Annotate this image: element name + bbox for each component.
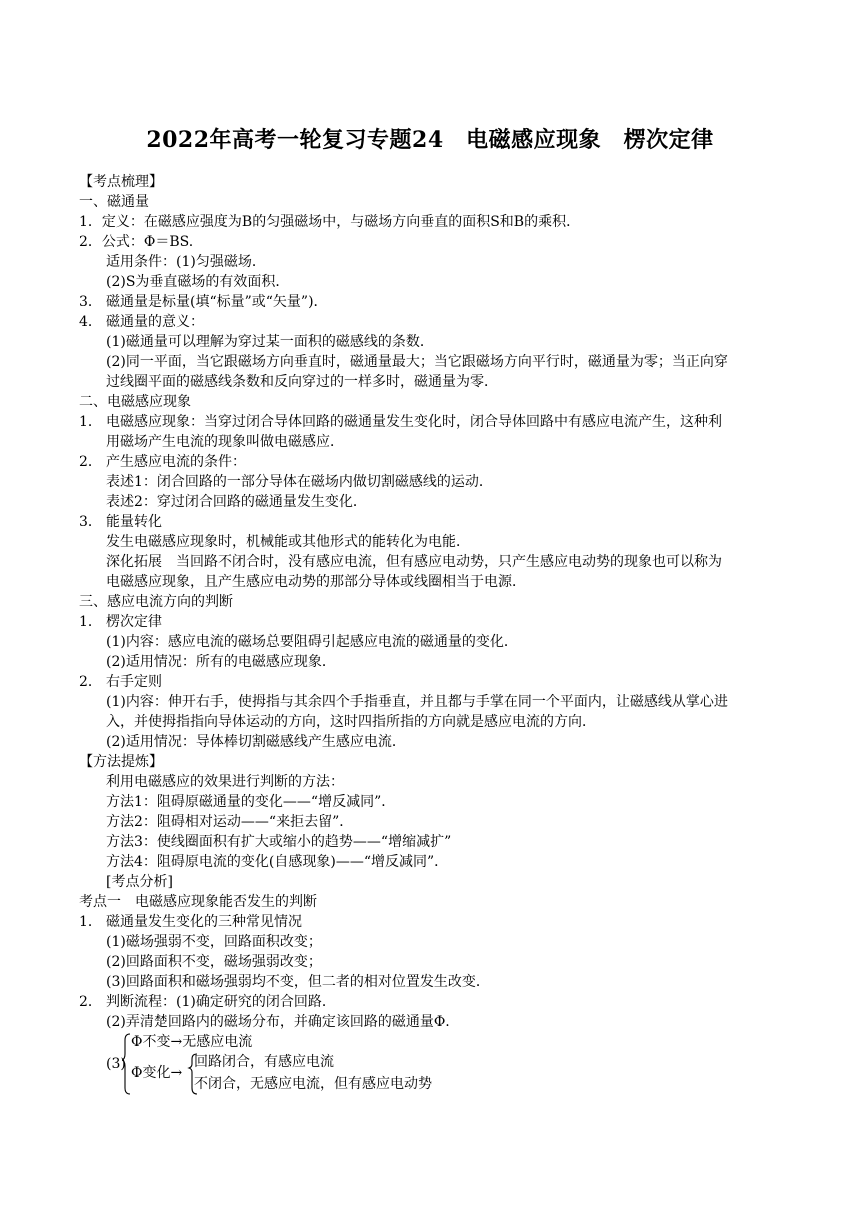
text-line: (3)回路面积和磁场强弱均不变，但二者的相对位置发生改变． bbox=[106, 974, 490, 990]
text-line: 【考点梳理】 bbox=[79, 174, 163, 190]
text-line-part: 深化拓展 当回路不闭合时，没有感应电流，但有感应电动势，只产生感应电动势的现象也可以称为 bbox=[106, 554, 722, 570]
text-line: 适用条件：(1)匀强磁场． bbox=[106, 254, 266, 270]
flow-no-change: Φ不变→无感应电流 bbox=[131, 1034, 253, 1050]
text-line bbox=[79, 672, 784, 692]
text-line bbox=[79, 992, 784, 1012]
text-line-continuation: 过线圈平面的磁感线条数和反向穿过的一样多时，磁通量为零． bbox=[106, 374, 498, 390]
text-line: 一、磁通量 bbox=[79, 194, 149, 210]
list-number: 4． bbox=[79, 314, 102, 330]
text-line-continuation: 入，并使拇指指向导体运动的方向，这时四指所指的方向就是感应电流的方向． bbox=[106, 714, 596, 730]
text-line: 2．公式：Φ＝BS. bbox=[79, 234, 194, 250]
text-line bbox=[79, 512, 784, 532]
text-line bbox=[79, 412, 784, 452]
text-line bbox=[79, 452, 784, 472]
list-number: 2． bbox=[79, 674, 102, 690]
text-line: 表述2：穿过闭合回路的磁通量发生变化． bbox=[106, 494, 367, 510]
judgment-flow-diagram bbox=[106, 1032, 784, 1096]
list-text: 右手定则 bbox=[106, 674, 162, 690]
text-line: 三、感应电流方向的判断 bbox=[79, 594, 233, 610]
text-line: (1)磁场强弱不变，回路面积改变； bbox=[106, 934, 322, 950]
text-line bbox=[79, 352, 784, 392]
list-number: 3． bbox=[79, 294, 102, 310]
text-line: 方法4：阻碍原电流的变化(自感现象)——“增反减同”． bbox=[106, 854, 449, 870]
text-line: (1)磁通量可以理解为穿过某一面积的磁感线的条数． bbox=[106, 334, 434, 350]
text-line: 方法1：阻碍原磁通量的变化——“增反减同”． bbox=[106, 794, 396, 810]
list-text: 磁通量是标量(填“标量”或“矢量”)． bbox=[106, 294, 328, 310]
flow-step-label: (3) bbox=[106, 1056, 126, 1072]
list-text-continuation: 用磁场产生电流的现象叫做电磁感应． bbox=[106, 434, 344, 450]
text-line: 发生电磁感应现象时，机械能或其他形式的能转化为电能． bbox=[106, 534, 470, 550]
page-title: 2022年高考一轮复习专题24 电磁感应现象 楞次定律 bbox=[146, 127, 714, 153]
list-text: 楞次定律 bbox=[106, 614, 162, 630]
text-line: 1．定义：在磁感应强度为B的匀强磁场中，与磁场方向垂直的面积S和B的乘积． bbox=[79, 214, 581, 230]
list-text: 电磁感应现象：当穿过闭合导体回路的磁通量发生变化时，闭合导体回路中有感应电流产生，这种利 bbox=[106, 414, 722, 430]
list-text: 磁通量发生变化的三种常见情况 bbox=[106, 914, 302, 930]
list-number: 2． bbox=[79, 454, 102, 470]
text-line: (1)内容：感应电流的磁场总要阻碍引起感应电流的磁通量的变化． bbox=[106, 634, 518, 650]
text-line bbox=[79, 292, 784, 312]
list-number: 1． bbox=[79, 914, 102, 930]
list-text: 判断流程：(1)确定研究的闭合回路． bbox=[106, 994, 336, 1010]
text-line: 利用电磁感应的效果进行判断的方法： bbox=[106, 774, 344, 790]
text-line bbox=[79, 312, 784, 332]
flow-closed-circuit: 回路闭合，有感应电流 bbox=[194, 1054, 334, 1070]
text-line: 二、电磁感应现象 bbox=[79, 394, 191, 410]
list-text: 产生感应电流的条件： bbox=[106, 454, 246, 470]
text-line: (2)适用情况：所有的电磁感应现象． bbox=[106, 654, 336, 670]
text-line: 表述1：闭合回路的一部分导体在磁场内做切割磁感线的运动． bbox=[106, 474, 493, 490]
text-line-part: (1)内容：伸开右手，使拇指与其余四个手指垂直，并且都与手掌在同一个平面内，让磁感线从掌心进 bbox=[106, 694, 728, 710]
flow-change: Φ变化→ bbox=[131, 1065, 183, 1081]
list-number: 3． bbox=[79, 514, 102, 530]
text-line: (2)弄清楚回路内的磁场分布，并确定该回路的磁通量Φ. bbox=[106, 1014, 450, 1030]
text-line: 方法2：阻碍相对运动——“来拒去留”． bbox=[106, 814, 354, 830]
text-line bbox=[79, 912, 784, 932]
flow-open-circuit: 不闭合，无感应电流，但有感应电动势 bbox=[194, 1076, 432, 1092]
text-line: (2)回路面积不变，磁场强弱改变； bbox=[106, 954, 322, 970]
text-line-continuation: 电磁感应现象，且产生感应电动势的那部分导体或线圈相当于电源． bbox=[106, 574, 526, 590]
text-line bbox=[79, 612, 784, 632]
text-line bbox=[79, 692, 784, 732]
text-line-part: (2)同一平面，当它跟磁场方向垂直时，磁通量最大；当它跟磁场方向平行时，磁通量为零；当正向穿 bbox=[106, 354, 728, 370]
list-number: 1． bbox=[79, 614, 102, 630]
text-line: (2)适用情况：导体棒切割磁感线产生感应电流． bbox=[106, 734, 406, 750]
list-text: 能量转化 bbox=[106, 514, 162, 530]
text-line: 【方法提炼】 bbox=[79, 754, 163, 770]
list-number: 1． bbox=[79, 414, 102, 430]
text-line: (2)S为垂直磁场的有效面积． bbox=[106, 274, 290, 290]
list-number: 2． bbox=[79, 994, 102, 1010]
text-line: 方法3：使线圈面积有扩大或缩小的趋势——“增缩减扩” bbox=[106, 834, 452, 850]
document-body bbox=[79, 172, 784, 1096]
text-line: [考点分析] bbox=[106, 874, 173, 890]
text-line bbox=[79, 552, 784, 592]
text-line: 考点一 电磁感应现象能否发生的判断 bbox=[79, 894, 317, 910]
list-text: 磁通量的意义： bbox=[106, 314, 204, 330]
